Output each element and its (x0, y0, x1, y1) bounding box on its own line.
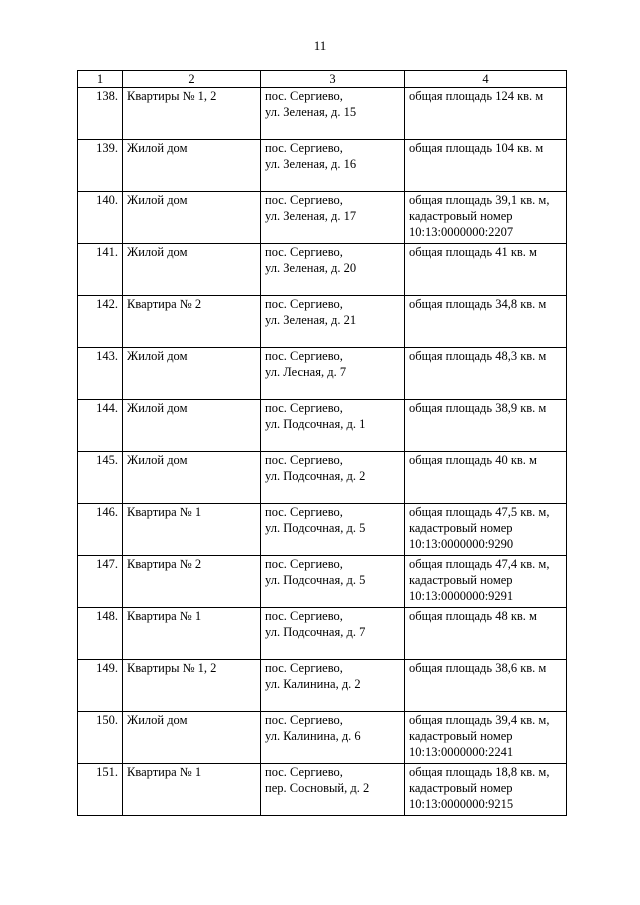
details-line: общая площадь 48 кв. м (409, 609, 537, 623)
address-cell (261, 608, 405, 660)
details-line: кадастровый номер (409, 573, 513, 587)
table-row (78, 244, 567, 296)
table-row (78, 608, 567, 660)
details-cell (405, 400, 567, 452)
details-cell (405, 296, 567, 348)
details-line: 10:13:0000000:9215 (409, 797, 514, 811)
details-line: кадастровый номер (409, 521, 513, 535)
table-row (78, 140, 567, 192)
address-line: ул. Подсочная, д. 5 (265, 573, 366, 587)
address-line: пос. Сергиево, (265, 349, 343, 363)
object-name-cell: Жилой дом (123, 192, 261, 244)
address-cell (261, 712, 405, 764)
table-body (78, 88, 567, 816)
object-name-cell: Квартира № 1 (123, 764, 261, 816)
table-row (78, 192, 567, 244)
object-name-cell: Жилой дом (123, 244, 261, 296)
address-line: пос. Сергиево, (265, 765, 343, 779)
address-line: ул. Зеленая, д. 15 (265, 105, 357, 119)
column-header-details: 4 (405, 71, 567, 88)
object-name-cell: Квартира № 2 (123, 556, 261, 608)
column-header-number: 1 (78, 71, 123, 88)
address-line: пер. Сосновый, д. 2 (265, 781, 370, 795)
details-cell (405, 556, 567, 608)
row-number-cell: 140. (78, 192, 123, 244)
details-line: общая площадь 34,8 кв. м (409, 297, 547, 311)
address-line: пос. Сергиево, (265, 193, 343, 207)
row-number-cell: 150. (78, 712, 123, 764)
row-number-cell: 142. (78, 296, 123, 348)
address-line: ул. Калинина, д. 2 (265, 677, 361, 691)
details-line: общая площадь 47,4 кв. м, (409, 557, 550, 571)
table-row (78, 348, 567, 400)
column-header-object: 2 (123, 71, 261, 88)
row-number-cell: 146. (78, 504, 123, 556)
address-cell (261, 192, 405, 244)
details-cell (405, 192, 567, 244)
address-line: пос. Сергиево, (265, 713, 343, 727)
address-cell (261, 296, 405, 348)
table-row (78, 400, 567, 452)
address-line: пос. Сергиево, (265, 89, 343, 103)
address-cell (261, 140, 405, 192)
address-line: ул. Лесная, д. 7 (265, 365, 347, 379)
table-row (78, 88, 567, 140)
details-cell (405, 140, 567, 192)
address-line: пос. Сергиево, (265, 661, 343, 675)
address-line: пос. Сергиево, (265, 609, 343, 623)
page-number: 11 (313, 38, 327, 53)
object-name-cell: Жилой дом (123, 452, 261, 504)
address-line: пос. Сергиево, (265, 401, 343, 415)
row-number-cell: 138. (78, 88, 123, 140)
details-line: общая площадь 39,1 кв. м, (409, 193, 550, 207)
row-number-cell: 141. (78, 244, 123, 296)
address-line: пос. Сергиево, (265, 505, 343, 519)
table-header-row (78, 71, 567, 88)
details-line: кадастровый номер (409, 729, 513, 743)
row-number-cell: 149. (78, 660, 123, 712)
table-row (78, 660, 567, 712)
details-cell (405, 244, 567, 296)
row-number-cell: 139. (78, 140, 123, 192)
address-cell (261, 244, 405, 296)
details-cell (405, 764, 567, 816)
object-name-cell: Квартира № 2 (123, 296, 261, 348)
table-row (78, 296, 567, 348)
object-name-cell: Квартиры № 1, 2 (123, 660, 261, 712)
address-cell (261, 348, 405, 400)
details-line: общая площадь 124 кв. м (409, 89, 544, 103)
details-cell (405, 88, 567, 140)
details-line: 10:13:0000000:2207 (409, 225, 514, 239)
column-header-address: 3 (261, 71, 405, 88)
details-line: общая площадь 38,6 кв. м (409, 661, 547, 675)
details-cell (405, 712, 567, 764)
row-number-cell: 147. (78, 556, 123, 608)
address-cell (261, 452, 405, 504)
details-cell (405, 660, 567, 712)
details-line: 10:13:0000000:2241 (409, 745, 514, 759)
property-table (77, 70, 567, 816)
details-line: кадастровый номер (409, 209, 513, 223)
details-cell (405, 504, 567, 556)
details-line: 10:13:0000000:9291 (409, 589, 514, 603)
details-line: общая площадь 39,4 кв. м, (409, 713, 550, 727)
row-number-cell: 143. (78, 348, 123, 400)
object-name-cell: Жилой дом (123, 400, 261, 452)
object-name-cell: Квартиры № 1, 2 (123, 88, 261, 140)
address-cell (261, 504, 405, 556)
object-name-cell: Жилой дом (123, 348, 261, 400)
address-line: ул. Калинина, д. 6 (265, 729, 361, 743)
address-cell (261, 764, 405, 816)
details-line: 10:13:0000000:9290 (409, 537, 514, 551)
table-row (78, 504, 567, 556)
table-row (78, 556, 567, 608)
row-number-cell: 145. (78, 452, 123, 504)
address-line: ул. Зеленая, д. 16 (265, 157, 357, 171)
address-line: ул. Подсочная, д. 5 (265, 521, 366, 535)
details-line: общая площадь 18,8 кв. м, (409, 765, 550, 779)
address-line: пос. Сергиево, (265, 141, 343, 155)
object-name-cell: Жилой дом (123, 712, 261, 764)
details-cell (405, 608, 567, 660)
table-row (78, 764, 567, 816)
object-name-cell: Квартира № 1 (123, 608, 261, 660)
address-line: пос. Сергиево, (265, 245, 343, 259)
object-name-cell: Квартира № 1 (123, 504, 261, 556)
address-cell (261, 556, 405, 608)
row-number-cell: 151. (78, 764, 123, 816)
table-row (78, 452, 567, 504)
address-line: ул. Подсочная, д. 7 (265, 625, 366, 639)
table-row (78, 712, 567, 764)
row-number-cell: 144. (78, 400, 123, 452)
details-line: общая площадь 47,5 кв. м, (409, 505, 550, 519)
address-line: ул. Подсочная, д. 1 (265, 417, 366, 431)
address-line: пос. Сергиево, (265, 297, 343, 311)
address-line: ул. Зеленая, д. 17 (265, 209, 357, 223)
details-line: общая площадь 104 кв. м (409, 141, 544, 155)
row-number-cell: 148. (78, 608, 123, 660)
details-cell (405, 452, 567, 504)
address-cell (261, 660, 405, 712)
address-line: ул. Зеленая, д. 20 (265, 261, 357, 275)
details-line: общая площадь 38,9 кв. м (409, 401, 547, 415)
details-cell (405, 348, 567, 400)
address-cell (261, 400, 405, 452)
address-line: ул. Подсочная, д. 2 (265, 469, 366, 483)
address-cell (261, 88, 405, 140)
address-line: пос. Сергиево, (265, 557, 343, 571)
object-name-cell: Жилой дом (123, 140, 261, 192)
details-line: общая площадь 40 кв. м (409, 453, 537, 467)
address-line: ул. Зеленая, д. 21 (265, 313, 357, 327)
details-line: кадастровый номер (409, 781, 513, 795)
details-line: общая площадь 41 кв. м (409, 245, 537, 259)
details-line: общая площадь 48,3 кв. м (409, 349, 547, 363)
address-line: пос. Сергиево, (265, 453, 343, 467)
